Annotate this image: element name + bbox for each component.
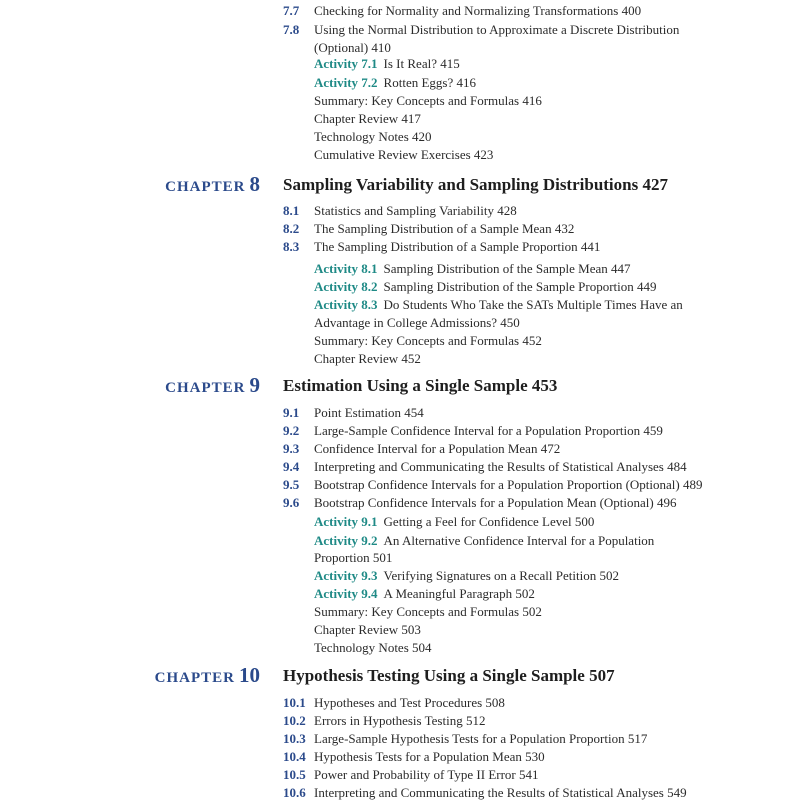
chapter-8-label: CHAPTER 8 bbox=[165, 172, 260, 196]
section-number: 7.8 bbox=[283, 22, 300, 37]
chapter-9-label: CHAPTER 9 bbox=[165, 373, 260, 397]
section-number: 9.6 bbox=[283, 495, 300, 510]
section-number: 10.4 bbox=[283, 749, 306, 764]
activity-title: Rotten Eggs? 416 bbox=[383, 75, 476, 90]
section-number: 10.5 bbox=[283, 767, 306, 782]
activity-title: Sampling Distribution of the Sample Mean 447 bbox=[383, 261, 631, 276]
toc-chapter-review-7[interactable]: Chapter Review 417 bbox=[314, 111, 421, 126]
section-title: Power and Probability of Type II Error 541 bbox=[314, 767, 539, 782]
activity-label: Activity 9.4 bbox=[314, 586, 378, 601]
section-number: 9.4 bbox=[283, 459, 300, 474]
section-title: Statistics and Sampling Variability 428 bbox=[314, 203, 517, 218]
activity-title: Is It Real? 415 bbox=[383, 56, 460, 71]
section-number: 7.7 bbox=[283, 3, 300, 18]
section-number: 10.2 bbox=[283, 713, 306, 728]
activity-title: Do Students Who Take the SATs Multiple Times Have an bbox=[383, 297, 683, 312]
section-number: 10.1 bbox=[283, 695, 306, 710]
toc-activity-7-2[interactable] bbox=[314, 74, 476, 92]
activity-label: Activity 8.1 bbox=[314, 261, 378, 276]
section-number: 9.3 bbox=[283, 441, 300, 456]
section-title: The Sampling Distribution of a Sample Mean 432 bbox=[314, 221, 575, 236]
toc-activity-9-1[interactable] bbox=[314, 513, 594, 531]
section-title: Large-Sample Hypothesis Tests for a Population Proportion 517 bbox=[314, 731, 648, 746]
activity-label: Activity 8.3 bbox=[314, 297, 378, 312]
toc-activity-7-1[interactable] bbox=[314, 55, 460, 73]
toc-activity-8-1[interactable] bbox=[314, 260, 631, 278]
activity-title: Sampling Distribution of the Sample Proportion 449 bbox=[383, 279, 657, 294]
toc-activity-9-3[interactable] bbox=[314, 567, 619, 585]
toc-chapter-review-8[interactable]: Chapter Review 452 bbox=[314, 351, 421, 366]
toc-activity-9-2-continued: Proportion 501 bbox=[314, 550, 393, 565]
section-title: Interpreting and Communicating the Results of Statistical Analyses 484 bbox=[314, 459, 687, 474]
section-title: Interpreting and Communicating the Results of Statistical Analyses 549 bbox=[314, 785, 687, 800]
activity-label: Activity 7.1 bbox=[314, 56, 378, 71]
section-title: Bootstrap Confidence Intervals for a Population Proportion (Optional) 489 bbox=[314, 477, 703, 492]
chapter-10-title[interactable]: Hypothesis Testing Using a Single Sample 507 bbox=[283, 666, 615, 685]
activity-label: Activity 8.2 bbox=[314, 279, 378, 294]
activity-title: A Meaningful Paragraph 502 bbox=[383, 586, 535, 601]
section-title: Large-Sample Confidence Interval for a Population Proportion 459 bbox=[314, 423, 663, 438]
section-number: 9.2 bbox=[283, 423, 300, 438]
section-title: Hypothesis Tests for a Population Mean 530 bbox=[314, 749, 545, 764]
toc-cumulative-review-7[interactable]: Cumulative Review Exercises 423 bbox=[314, 147, 494, 162]
activity-title: An Alternative Confidence Interval for a Population bbox=[383, 533, 655, 548]
activity-title: Getting a Feel for Confidence Level 500 bbox=[383, 514, 595, 529]
toc-chapter-review-9[interactable]: Chapter Review 503 bbox=[314, 622, 421, 637]
section-title: Hypotheses and Test Procedures 508 bbox=[314, 695, 505, 710]
activity-label: Activity 9.2 bbox=[314, 533, 378, 548]
toc-activity-9-2[interactable] bbox=[314, 532, 654, 550]
toc-technology-notes-9[interactable]: Technology Notes 504 bbox=[314, 640, 432, 655]
section-title: Checking for Normality and Normalizing Transformations 400 bbox=[314, 3, 642, 18]
section-title: Using the Normal Distribution to Approximate a Discrete Distribution (Optional) 410 bbox=[314, 22, 680, 55]
chapter-10-label: CHAPTER 10 bbox=[154, 663, 260, 687]
section-number: 10.3 bbox=[283, 731, 306, 746]
activity-label: Activity 9.3 bbox=[314, 568, 378, 583]
section-number: 8.1 bbox=[283, 203, 300, 218]
toc-activity-8-3[interactable] bbox=[314, 296, 683, 314]
activity-title: Verifying Signatures on a Recall Petition 502 bbox=[383, 568, 619, 583]
section-title: Confidence Interval for a Population Mean 472 bbox=[314, 441, 561, 456]
section-title: Errors in Hypothesis Testing 512 bbox=[314, 713, 486, 728]
section-number: 10.6 bbox=[283, 785, 306, 800]
section-title: The Sampling Distribution of a Sample Proportion 441 bbox=[314, 239, 601, 254]
activity-label: Activity 7.2 bbox=[314, 75, 378, 90]
section-number: 8.2 bbox=[283, 221, 300, 236]
section-title: Bootstrap Confidence Intervals for a Population Mean (Optional) 496 bbox=[314, 495, 677, 510]
toc-summary-7[interactable]: Summary: Key Concepts and Formulas 416 bbox=[314, 93, 542, 108]
section-number: 8.3 bbox=[283, 239, 300, 254]
chapter-9-title[interactable]: Estimation Using a Single Sample 453 bbox=[283, 376, 558, 395]
toc-summary-9[interactable]: Summary: Key Concepts and Formulas 502 bbox=[314, 604, 542, 619]
chapter-8-title[interactable]: Sampling Variability and Sampling Distributions 427 bbox=[283, 175, 668, 194]
toc-activity-9-4[interactable] bbox=[314, 585, 535, 603]
activity-label: Activity 9.1 bbox=[314, 514, 378, 529]
toc-activity-8-3-continued: Advantage in College Admissions? 450 bbox=[314, 315, 520, 330]
toc-activity-8-2[interactable] bbox=[314, 278, 657, 296]
toc-technology-notes-7[interactable]: Technology Notes 420 bbox=[314, 129, 432, 144]
toc-summary-8[interactable]: Summary: Key Concepts and Formulas 452 bbox=[314, 333, 542, 348]
section-number: 9.5 bbox=[283, 477, 300, 492]
section-title: Point Estimation 454 bbox=[314, 405, 424, 420]
section-number: 9.1 bbox=[283, 405, 300, 420]
